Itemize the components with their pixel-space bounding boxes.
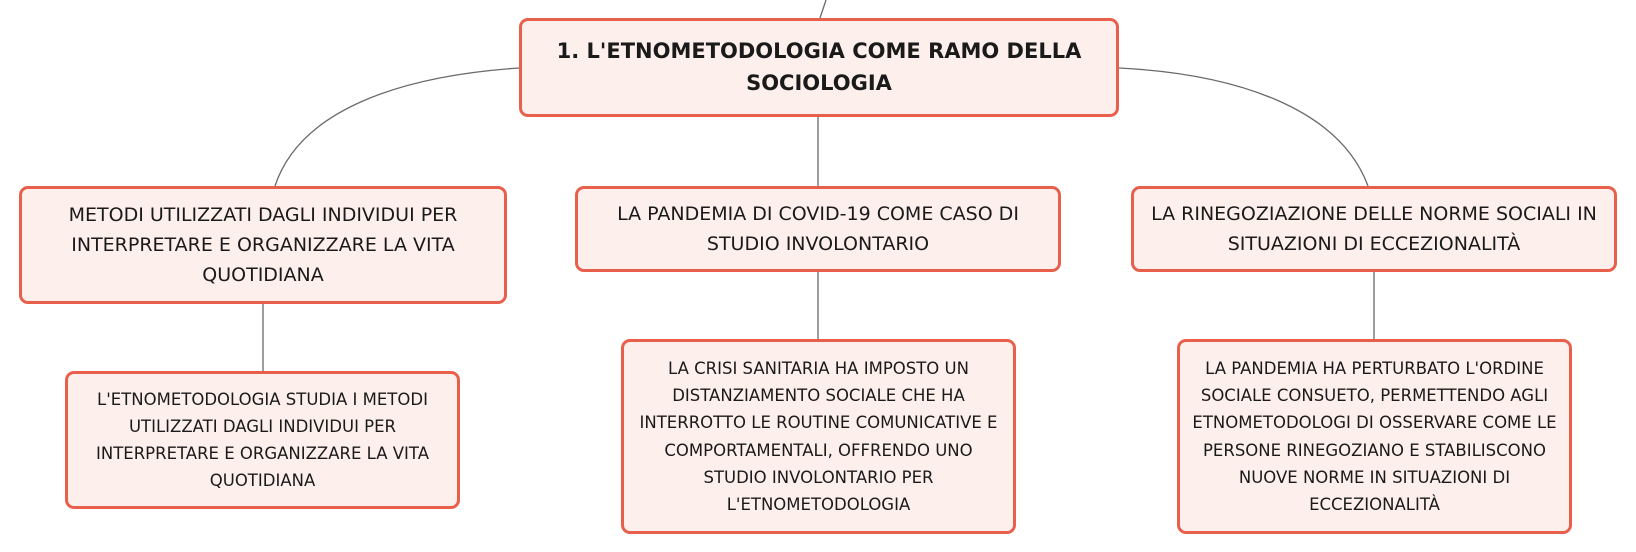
branch-topic-norm-renegotiation[interactable] [1131,186,1617,272]
branch-topic-label: LA RINEGOZIAZIONE DELLE NORME SOCIALI IN SITUAZIONI DI ECCEZIONALITÀ [1151,202,1597,255]
subtopic-label: LA PANDEMIA HA PERTURBATO L'ORDINE SOCIALE CONSUETO, PERMETTENDO AGLI ETNOMETODOLOGI DI OSSERVARE COME LE PERSONE RINEGOZIANO E STABILISCONO NUOVE NORME IN SITUAZIONI DI ECCEZIONALITÀ [1192,359,1557,514]
connector-parent-to-root [820,0,826,18]
subtopic-ethnomethodology-studies[interactable] [65,371,460,509]
branch-topic-label: LA PANDEMIA DI COVID-19 COME CASO DI STUDIO INVOLONTARIO [617,202,1019,255]
subtopic-social-order-disruption[interactable] [1177,339,1572,534]
branch-topic-label: METODI UTILIZZATI DAGLI INDIVIDUI PER INTERPRETARE E ORGANIZZARE LA VITA QUOTIDIANA [68,203,458,286]
subtopic-label: LA CRISI SANITARIA HA IMPOSTO UN DISTANZIAMENTO SOCIALE CHE HA INTERROTTO LE ROUTINE COMUNICATIVE E COMPORTAMENTALI, OFFRENDO UNO STUDIO INVOLONTARIO PER L'ETNOMETODOLOGIA [639,359,998,514]
connector-root-to-branch-1 [275,68,519,186]
branch-topic-methods[interactable] [19,186,507,304]
branch-topic-pandemic-case-study[interactable] [575,186,1061,272]
connector-root-to-branch-3 [1119,68,1368,186]
root-topic-label: 1. L'ETNOMETODOLOGIA COME RAMO DELLA SOCIOLOGIA [556,39,1082,95]
subtopic-label: L'ETNOMETODOLOGIA STUDIA I METODI UTILIZZATI DAGLI INDIVIDUI PER INTERPRETARE E ORGANIZZARE LA VITA QUOTIDIANA [95,389,429,491]
root-topic[interactable] [519,18,1119,117]
subtopic-health-crisis[interactable] [621,339,1016,534]
